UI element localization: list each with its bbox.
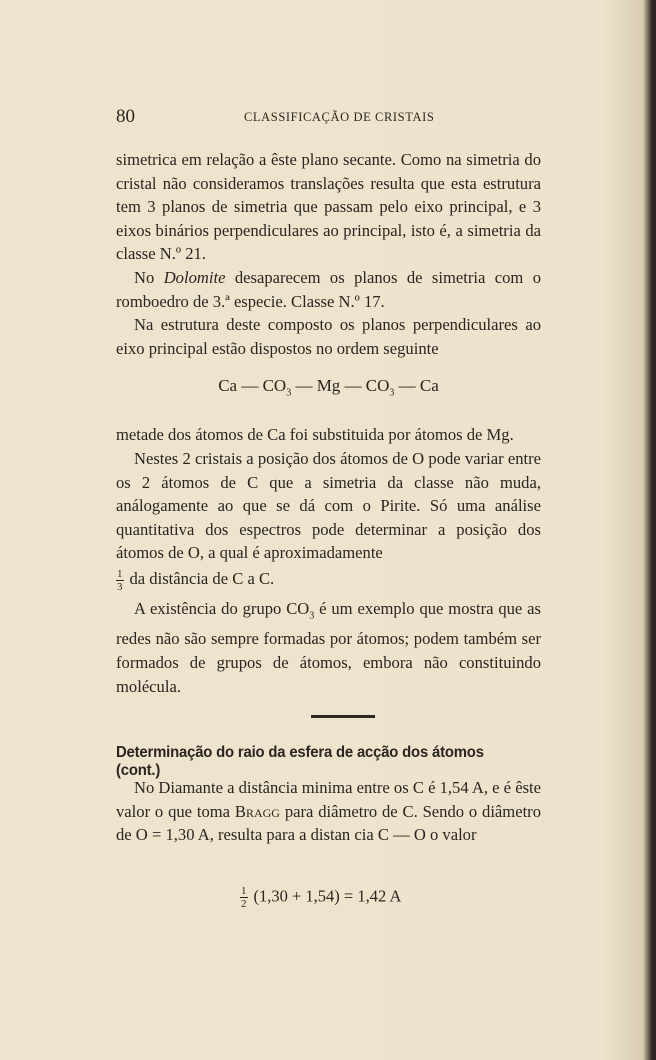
paragraph-5-tail: $\frac{1}{3}$ da distância de C a C. — [117, 567, 275, 593]
section-text — [116, 776, 541, 847]
page-number: 80 — [116, 106, 135, 127]
paragraph-6: A existência do grupo $CO_3$ é um exemplo que mostra que as redes não são sempre formadas por átomos; podem também ser formados de grupos de átomos, embora não constituindo molécula. — [116, 598, 541, 696]
formula-ca-co3-mg: Ca — $CO_3$ — Mg — $CO_3$ — Ca — [218, 376, 439, 399]
fraction-one-half: $\frac{1}{2}$ — [241, 885, 247, 910]
bragg-name: Bragg — [234, 801, 280, 821]
body-text — [116, 148, 541, 698]
fraction-one-third: $\frac{1}{3}$ — [117, 567, 123, 593]
section-paragraph-1: No Diamante a distância minima entre os C é 1,54 A, e é êste valor o que toma Bragg para diâmetro de C. Sendo o diâmetro de O = 1,30 A, resulta para a distan cia C — O o valor — [116, 778, 541, 845]
paragraph-2: No Dolomite desaparecem os planos de simetria com o romboedro de 3.ª especie. Classe N.º 17. — [116, 267, 541, 311]
running-head: CLASSIFICAÇÃO DE CRISTAIS — [244, 110, 435, 124]
page-header — [116, 106, 541, 130]
paragraph-4: metade dos átomos de Ca foi substituida por átomos de Mg. — [116, 425, 514, 445]
paragraph-5: Nestes 2 cristais a posição dos átomos de O pode variar entre os 2 átomos de C que a simetria da classe não muda, análogamente ao que se dá com o Pirite. Só uma análise quantitativa dos espectros pode determinar a posição dos átomos de O, a qual é aproximadamente — [116, 448, 541, 563]
section-heading: Determinação do raio da esfera de acção dos átomos (cont.) — [116, 744, 484, 779]
section-divider — [311, 715, 375, 718]
paragraph-3: Na estrutura deste composto os planos perpendiculares ao eixo principal estão dispostos no ordem seguinte — [116, 315, 541, 358]
paragraph-1: simetrica em relação a êste plano secante. Como na simetria do cristal não consideramos translações resulta que esta estrutura tem 3 planos de simetria que passam pelo eixo principal, e 3 eixos binários perpendiculares ao principal, isto é, a simetria da classe N.º 21. — [116, 150, 541, 264]
dolomite-term: Dolomite — [163, 267, 226, 287]
formula-diameter: $\frac{1}{2}$ (1,30 + 1,54) = 1,42 A — [241, 885, 402, 910]
